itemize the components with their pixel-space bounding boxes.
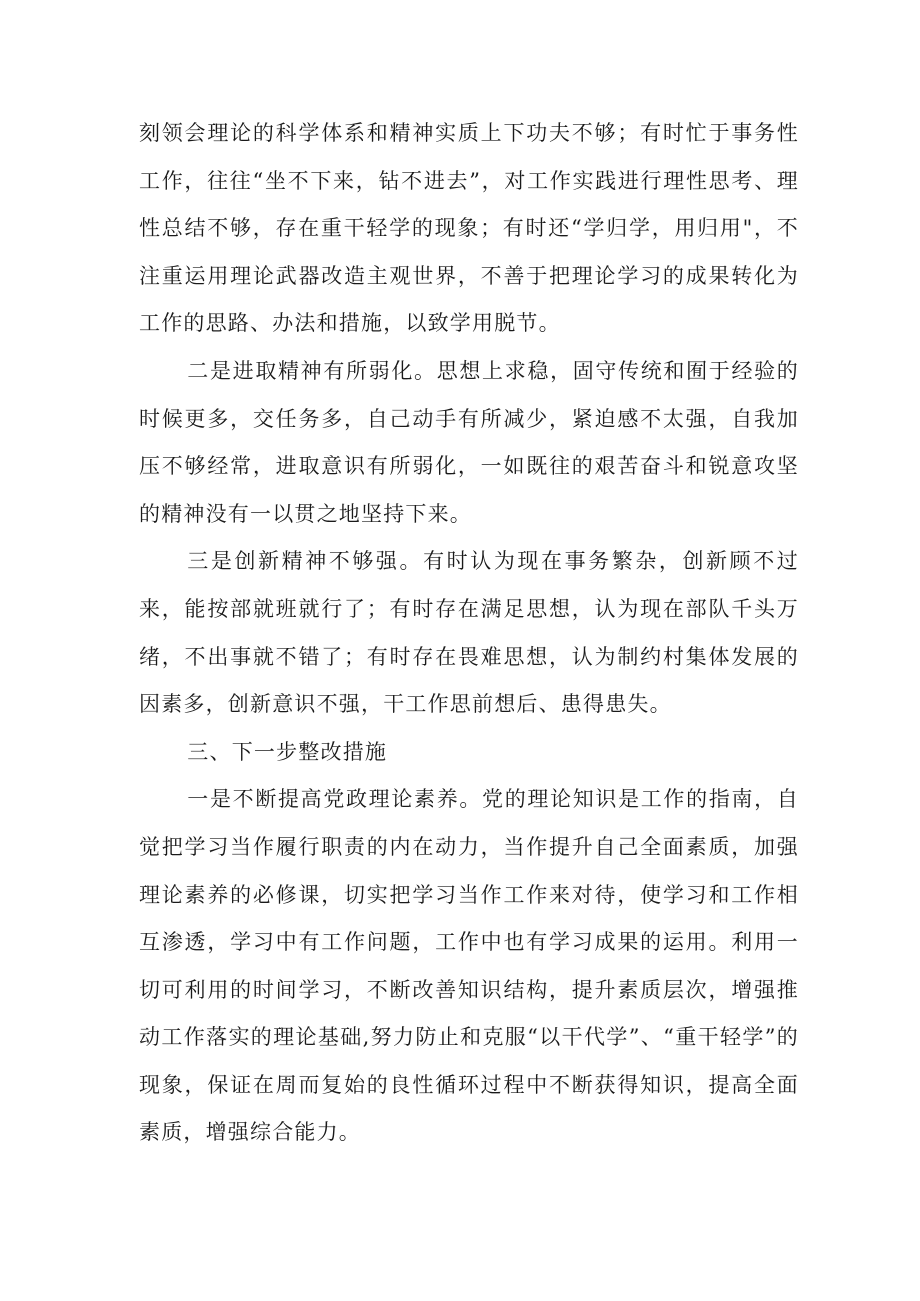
paragraph-continuation: 刻领会理论的科学体系和精神实质上下功夫不够；有时忙于事务性工作，往往“坐不下来，钻不进去”，对工作实践进行理性思考、理性总结不够，存在重干轻学的现象；有时还“学归学，用归用"，不注重运用理论武器改造主观世界，不善于把理论学习的成果转化为工作的思路、办法和措施，以致学用脱节。 — [139, 121, 799, 336]
paragraph-theory-study: 一是不断提高党政理论素养。党的理论知识是工作的指南，自觉把学习当作履行职责的内在动力，当作提升自己全面素质，加强理论素养的必修课，切实把学习当作工作来对待，使学习和工作相互渗透，学习中有工作问题，工作中也有学习成果的运用。利用一切可利用的时间学习，不断改善知识结构，提升素质层次，增强推动工作落实的理论基础,努力防止和克服“以干代学”、“重干轻学”的现象，保证在周而复始的良性循环过程中不断获得知识，提高全面素质，增强综合能力。 — [139, 787, 799, 1145]
paragraph-innovation-spirit: 三是创新精神不够强。有时认为现在事务繁杂，创新顾不过来，能按部就班就行了；有时存在满足思想，认为现在部队千头万绪，不出事就不错了；有时存在畏难思想，认为制约村集体发展的因素多，创新意识不强，干工作思前想后、患得患失。 — [139, 549, 799, 717]
paragraph-enterprise-spirit: 二是进取精神有所弱化。思想上求稳，固守传统和囿于经验的时候更多，交任务多，自己动手有所减少，紧迫感不太强，自我加压不够经常，进取意识有所弱化，一如既往的艰苦奋斗和锐意攻坚的精神没有一以贯之地坚持下来。 — [139, 358, 799, 526]
document-body — [139, 110, 799, 1157]
section-heading: 三、下一步整改措施 — [187, 739, 388, 764]
